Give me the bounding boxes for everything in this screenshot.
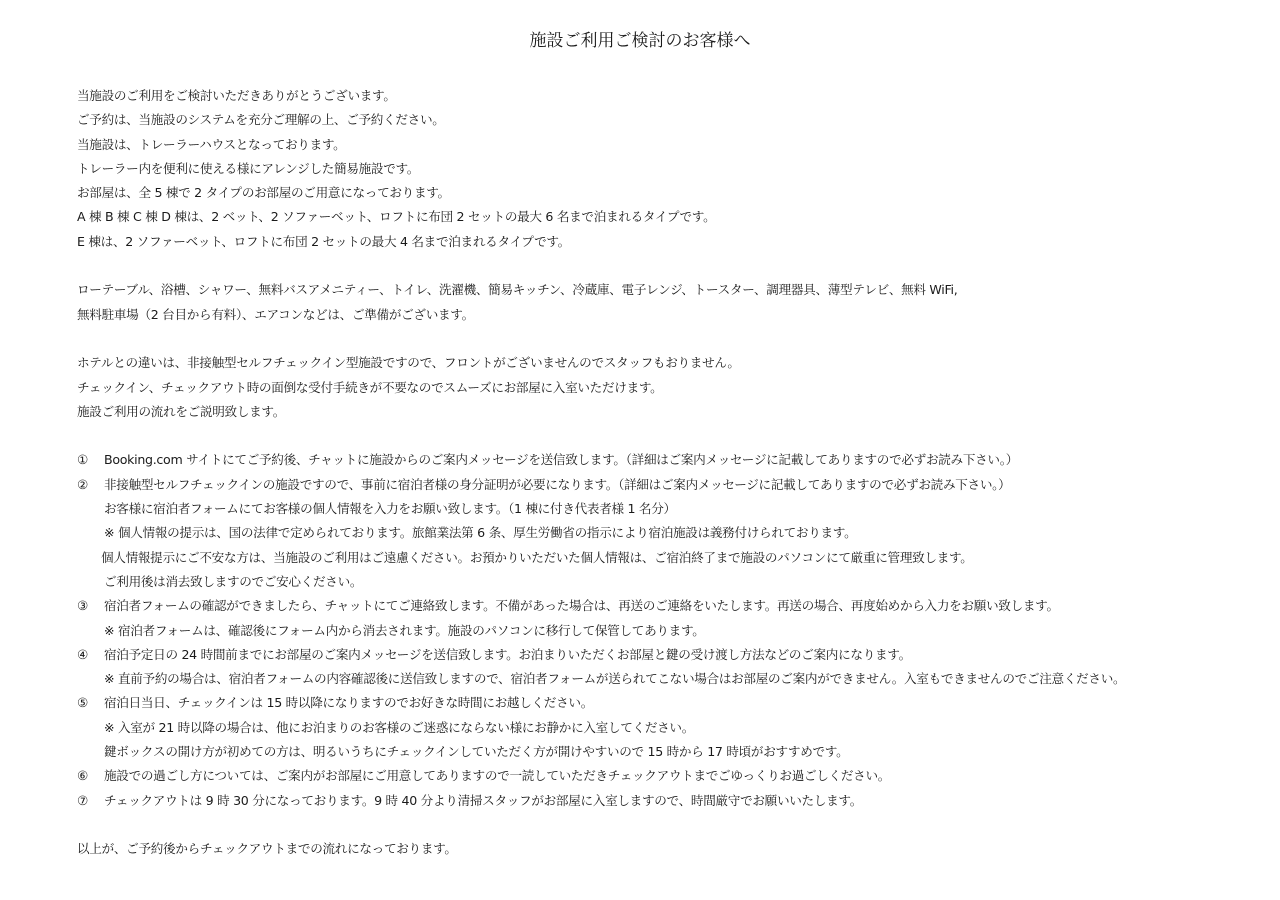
closing-line: 以上が、ご予約後からチェックアウトまでの流れになっております。 [77,841,457,857]
step-item [77,448,1272,472]
paragraph-gap [77,813,1272,837]
step-number: ③ [77,598,88,614]
hotel-diff-line: 施設ご利用の流れをご説明致します。 [77,403,285,419]
step-sub-line: ご利用後は消去致しますのでご安心ください。 [104,573,363,589]
intro-line: E 棟は、2 ソファーベット、ロフトに布団 2 セットの最大 4 名まで泊まれるタイプです。 [77,233,570,249]
step-text: 宿泊日当日、チェックインは 15 時以降になりますのでお好きな時間にお越しください。 [104,695,593,711]
amenities-line: ローテーブル、浴槽、シャワー、無料バスアメニティー、トイレ、洗濯機、簡易キッチン、冷蔵庫、電子レンジ、トースター、調理器具、薄型テレビ、無料 WiFi, [77,282,958,298]
step-number: ② [77,476,88,492]
hotel-diff-line: ホテルとの違いは、非接触型セルフチェックイン型施設ですので、フロントがございませんのでスタッフもおりません。 [77,355,740,371]
step-number: ④ [77,646,88,662]
step-item [77,473,1272,497]
step-number: ⑦ [77,792,88,808]
page-title: 施設ご利用ご検討のお客様へ [529,31,751,51]
amenities-line: 無料駐車場（2 台目から有料）、エアコンなどは、ご準備がございます。 [77,306,474,322]
step-note: ※ 直前予約の場合は、宿泊者フォームの内容確認後に送信致しますので、宿泊者フォームが送られてこない場合はお部屋のご案内ができません。入室もできませんのでご注意ください。 [104,671,1126,687]
step-note: ※ 入室が 21 時以降の場合は、他にお泊まりのお客様のご迷惑にならない様にお静かに入室してください。 [104,719,695,735]
step-text: 非接触型セルフチェックインの施設ですので、事前に宿泊者様の身分証明が必要になります。（詳細はご案内メッセージに記載してありますので必ずお読み下さい。） [104,476,1011,492]
step-text: 施設での過ごし方については、ご案内がお部屋にご用意してありますので一読していただきチェックアウトまでごゆっくりお過ごしください。 [104,768,891,784]
intro-line: お部屋は、全 5 棟で 2 タイプのお部屋のご用意になっております。 [77,185,450,201]
paragraph-gap [77,424,1272,448]
paragraph-gap [77,254,1272,278]
step-text: 宿泊予定日の 24 時間前までにお部屋のご案内メッセージを送信致します。お泊まりいただくお部屋と鍵の受け渡し方法などのご案内になります。 [104,646,911,662]
step-item [77,594,1272,618]
step-text: 宿泊者フォームの確認ができましたら、チャットにてご連絡致します。不備があった場合は、再送のご連絡をいたします。再送の場合、再度始めから入力をお願い致します。 [104,598,1059,614]
hotel-diff-line: チェックイン、チェックアウト時の面倒な受付手続きが不要なのでスムーズにお部屋に入室いただけます。 [77,379,663,395]
step-note: ※ 個人情報の提示は、国の法律で定められております。旅館業法第 6 条、厚生労働省の指示により宿泊施設は義務付けられております。 [104,525,857,541]
step-item [77,789,1272,813]
step-text: チェックアウトは 9 時 30 分になっております。9 時 40 分より清掃スタッフがお部屋に入室しますので、時間厳守でお願いいたします。 [104,792,863,808]
step-sub-line: お客様に宿泊者フォームにてお客様の個人情報を入力をお願い致します。（1 棟に付き代表者様 1 名分） [104,501,676,517]
step-item [77,764,1272,788]
intro-line: ご予約は、当施設のシステムを充分ご理解の上、ご予約ください。 [77,112,445,128]
intro-line: A 棟 B 棟 C 棟 D 棟は、2 ベット、2 ソファーベット、ロフトに布団 2 セットの最大 6 名まで泊まれるタイプです。 [77,209,716,225]
step-item [77,691,1272,715]
intro-line: 当施設は、トレーラーハウスとなっております。 [77,136,346,152]
intro-line: トレーラー内を便利に使える様にアレンジした簡易施設です。 [77,160,420,176]
step-number: ⑥ [77,768,88,784]
step-item [77,643,1272,667]
paragraph-gap [77,327,1272,351]
step-text: Booking.com サイトにてご予約後、チャットに施設からのご案内メッセージを送信致します。（詳細はご案内メッセージに記載してありますので必ずお読み下さい。） [104,452,1019,468]
step-sub-line: 個人情報提示にご不安な方は、当施設のご利用はご遠慮ください。お預かりいただいた個人情報は、ご宿泊終了まで施設のパソコンにて厳重に管理致します。 [101,549,973,565]
step-sub-line: 鍵ボックスの開け方が初めての方は、明るいうちにチェックインしていただく方が開けやすいので 15 時から 17 時頃がおすすめです。 [104,744,849,760]
step-number: ⑤ [77,695,88,711]
step-note: ※ 宿泊者フォームは、確認後にフォーム内から消去されます。施設のパソコンに移行して保管してあります。 [104,622,705,638]
step-number: ① [77,452,88,468]
document-body [77,84,1272,862]
intro-line: 当施設のご利用をご検討いただきありがとうございます。 [77,88,396,103]
